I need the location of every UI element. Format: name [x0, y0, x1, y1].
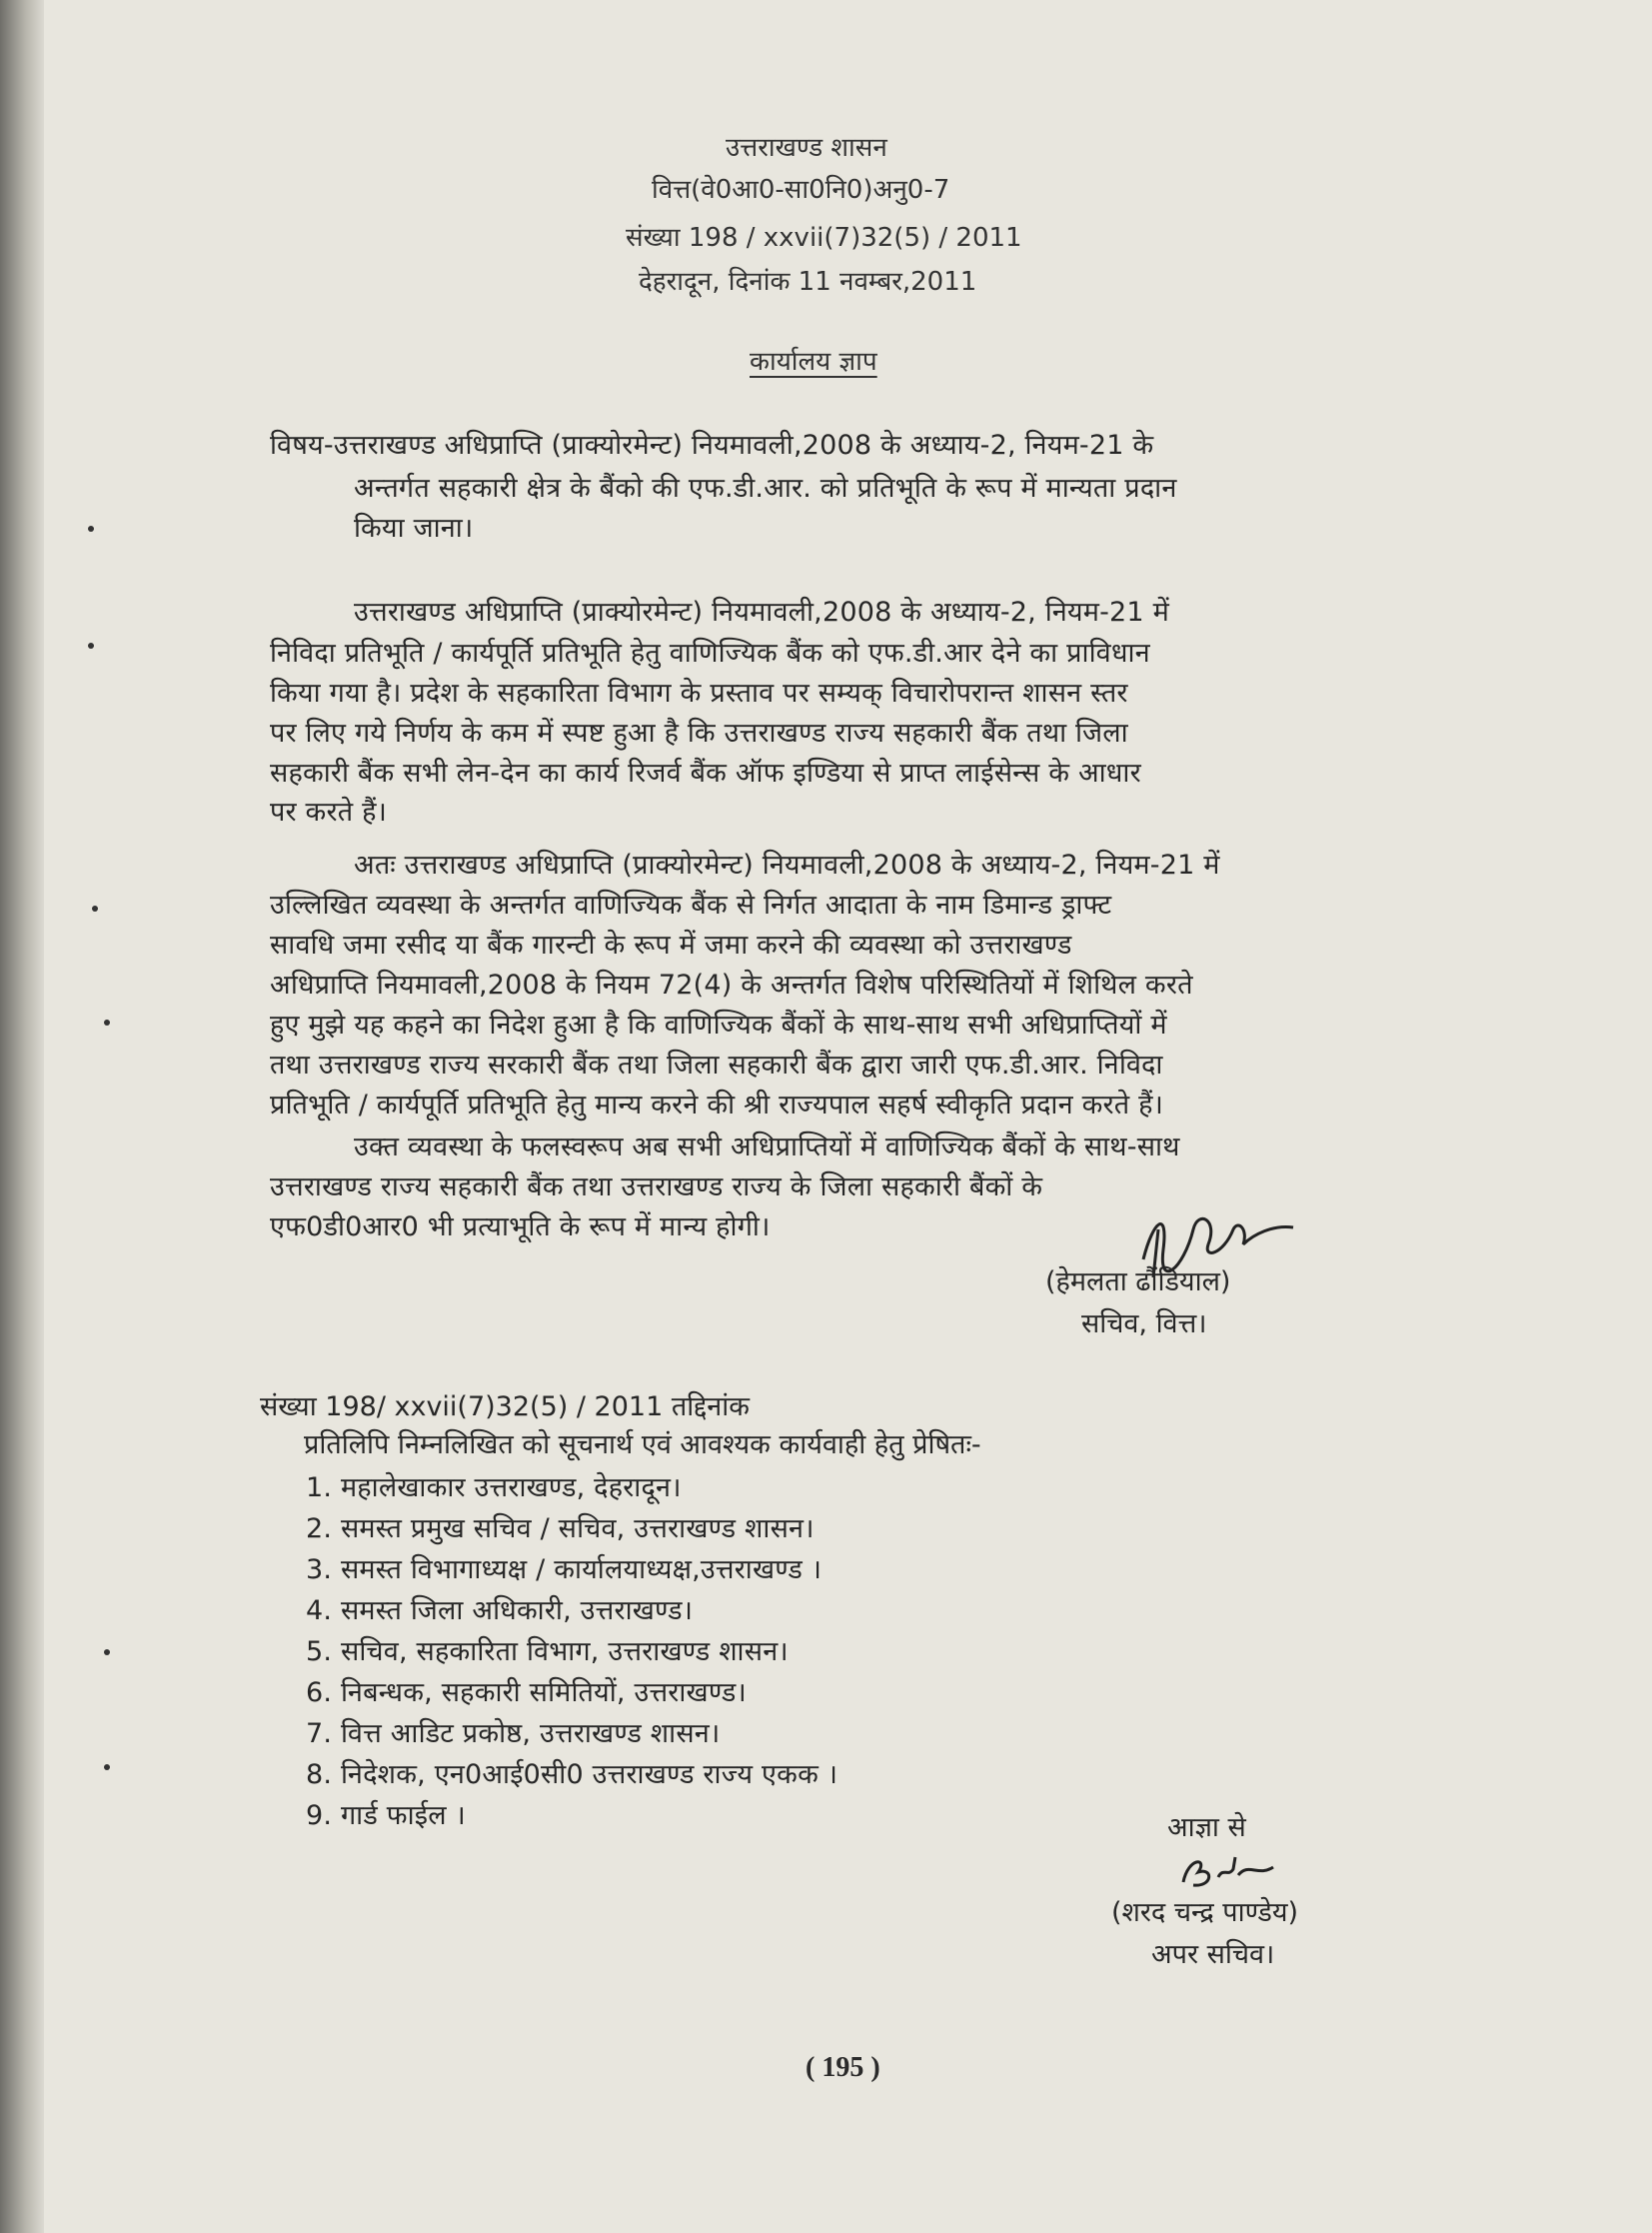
signatory2-designation: अपर सचिव। — [1151, 1939, 1275, 1970]
para2-line-2: उल्लिखित व्यवस्था के अन्तर्गत वाणिज्यिक बैंक से निर्गत आदाता के नाम डिमान्ड ड्राफ्ट — [270, 890, 1112, 921]
para2-line-3: सावधि जमा रसीद या बैंक गारन्टी के रूप में जमा करने की व्यवस्था को उत्तराखण्ड — [270, 930, 1072, 961]
copy-number: संख्या 198/ xxvii(7)32(5) / 2011 तद्दिनांक — [260, 1391, 751, 1422]
header-number: संख्या 198 / xxvii(7)32(5) / 2011 — [626, 223, 1022, 253]
scan-speck — [104, 1764, 110, 1770]
scan-speck — [104, 1649, 110, 1655]
subject-line-2: अन्तर्गत सहकारी क्षेत्र के बैंको की एफ.डी.आर. को प्रतिभूति के रूप में मान्यता प्रदान — [354, 473, 1177, 504]
header-department: उत्तराखण्ड शासन — [726, 133, 887, 163]
header-section: वित्त(वे0आ0-सा0नि0)अनु0-7 — [652, 175, 950, 205]
list-item: 6. निबन्धक, सहकारी समितियों, उत्तराखण्ड। — [306, 1677, 747, 1708]
signature-additional-secretary — [1173, 1847, 1283, 1897]
scan-speck — [88, 643, 94, 649]
para1-line-6: पर करते हैं। — [270, 797, 388, 828]
copy-intro: प्रतिलिपि निम्नलिखित को सूचनार्थ एवं आवश्यक कार्यवाही हेतु प्रेषितः- — [304, 1429, 981, 1460]
list-item: 7. वित्त आडिट प्रकोष्ठ, उत्तराखण्ड शासन। — [306, 1718, 721, 1749]
scan-speck — [88, 526, 94, 532]
scan-left-edge — [0, 0, 44, 2233]
subject-line-1: विषय-उत्तराखण्ड अधिप्राप्ति (प्राक्योरमेन्ट) नियमावली,2008 के अध्याय-2, नियम-21 के — [270, 430, 1154, 461]
page-number: ( 195 ) — [806, 2052, 880, 2083]
list-item: 5. सचिव, सहकारिता विभाग, उत्तराखण्ड शासन। — [306, 1636, 789, 1667]
para1-line-3: किया गया है। प्रदेश के सहकारिता विभाग के प्रस्ताव पर सम्यक् विचारोपरान्त शासन स्तर — [270, 678, 1128, 709]
signatory2-name: (शरद चन्द्र पाण्डेय) — [1111, 1897, 1299, 1928]
para1-line-1: उत्तराखण्ड अधिप्राप्ति (प्राक्योरमेन्ट) नियमावली,2008 के अध्याय-2, नियम-21 में — [354, 597, 1169, 628]
list-item: 8. निदेशक, एन0आई0सी0 उत्तराखण्ड राज्य एकक । — [306, 1759, 838, 1790]
para1-line-4: पर लिए गये निर्णय के कम में स्पष्ट हुआ है कि उत्तराखण्ड राज्य सहकारी बैंक तथा जिला — [270, 718, 1128, 749]
para2-line-4: अधिप्राप्ति नियमावली,2008 के नियम 72(4) के अन्तर्गत विशेष परिस्थितियों में शिथिल करते — [270, 970, 1193, 1001]
para1-line-2: निविदा प्रतिभूति / कार्यपूर्ति प्रतिभूति हेतु वाणिज्यिक बैंक को एफ.डी.आर देने का प्राविधान — [270, 638, 1150, 669]
para2-line-5: हुए मुझे यह कहने का निदेश हुआ है कि वाणिज्यिक बैंकों के साथ-साथ सभी अधिप्राप्तियों में — [270, 1010, 1167, 1041]
para1-line-5: सहकारी बैंक सभी लेन-देन का कार्य रिजर्व बैंक ऑफ इण्डिया से प्राप्त लाईसेन्स के आधार — [270, 758, 1141, 789]
list-item: 4. समस्त जिला अधिकारी, उत्तराखण्ड। — [306, 1595, 694, 1626]
document-page — [44, 0, 1652, 2233]
list-item: 2. समस्त प्रमुख सचिव / सचिव, उत्तराखण्ड शासन। — [306, 1513, 815, 1544]
para2-line-6: तथा उत्तराखण्ड राज्य सरकारी बैंक तथा जिला सहकारी बैंक द्वारा जारी एफ.डी.आर. निविदा — [270, 1050, 1163, 1081]
list-item: 1. महालेखाकार उत्तराखण्ड, देहरादून। — [306, 1472, 682, 1503]
para3-line-3: एफ0डी0आर0 भी प्रत्याभूति के रूप में मान्य होगी। — [270, 1211, 771, 1242]
order-label: आज्ञा से — [1167, 1812, 1246, 1843]
scan-speck — [92, 906, 98, 912]
header-date: देहरादून, दिनांक 11 नवम्बर,2011 — [639, 267, 977, 297]
para2-line-1: अतः उत्तराखण्ड अधिप्राप्ति (प्राक्योरमेन्ट) नियमावली,2008 के अध्याय-2, नियम-21 में — [354, 850, 1220, 881]
list-item: 3. समस्त विभागाध्यक्ष / कार्यालयाध्यक्ष,उत्तराखण्ड । — [306, 1554, 823, 1585]
list-item: 9. गार्ड फाईल । — [306, 1800, 466, 1831]
scan-speck — [104, 1020, 110, 1026]
para3-line-2: उत्तराखण्ड राज्य सहकारी बैंक तथा उत्तराखण्ड राज्य के जिला सहकारी बैंकों के — [270, 1171, 1043, 1202]
memo-title: कार्यालय ज्ञाप — [750, 347, 877, 377]
signatory1-designation: सचिव, वित्त। — [1081, 1308, 1207, 1339]
para3-line-1: उक्त व्यवस्था के फलस्वरूप अब सभी अधिप्राप्तियों में वाणिज्यिक बैंकों के साथ-साथ — [354, 1131, 1180, 1162]
para2-line-7: प्रतिभूति / कार्यपूर्ति प्रतिभूति हेतु मान्य करने की श्री राज्यपाल सहर्ष स्वीकृति प्रदान करते हैं। — [270, 1090, 1164, 1120]
signatory1-name: (हेमलता ढौंडियाल) — [1045, 1266, 1231, 1297]
subject-line-3: किया जाना। — [354, 513, 474, 544]
